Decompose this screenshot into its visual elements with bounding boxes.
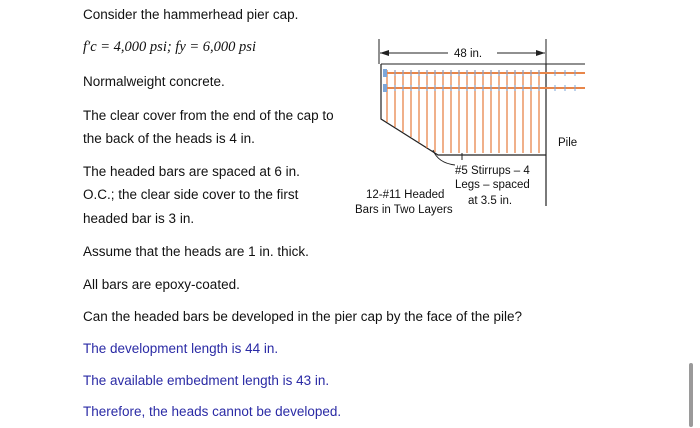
dimension-arrow-right: [536, 50, 545, 56]
stirrup-leader: [433, 150, 455, 165]
epoxy-text: All bars are epoxy-coated.: [83, 277, 240, 292]
pile-label: Pile: [558, 137, 578, 149]
pier-cap-outline: [381, 64, 546, 155]
answer-conclusion: Therefore, the heads cannot be developed.: [83, 404, 342, 419]
heads-text: Assume that the heads are 1 in. thick.: [83, 244, 309, 259]
spacing-text-line2: O.C.; the clear side cover to the first: [83, 187, 299, 202]
bars-label-line2: Bars in Two Layers: [355, 204, 453, 216]
bar-head-bottom: [383, 84, 387, 92]
stirrups-label-line2: Legs – spaced: [455, 179, 530, 191]
stirrups-label-line3: at 3.5 in.: [468, 195, 513, 207]
stirrups-label-line1: #5 Stirrups – 4: [455, 165, 530, 177]
materials-equation: f′c = 4,000 psi; fy = 6,000 psi: [83, 39, 256, 55]
spacing-text-line1: The headed bars are spaced at 6 in.: [83, 164, 300, 179]
dimension-label: 48 in.: [454, 48, 483, 60]
concrete-text: Normalweight concrete.: [83, 74, 225, 89]
dimension-arrow-left: [380, 50, 389, 56]
question-text: Can the headed bars be developed in the pier cap by the face of the pile?: [83, 309, 523, 324]
cover-text-line1: The clear cover from the end of the cap to: [83, 108, 334, 123]
vertical-scrollbar[interactable]: [689, 363, 693, 427]
bars-label-line1: 12-#11 Headed: [366, 189, 445, 201]
bar-head-top: [383, 69, 387, 77]
intro-text: Consider the hammerhead pier cap.: [83, 7, 299, 22]
answer-available-embedment: The available embedment length is 43 in.: [83, 373, 330, 388]
answer-development-length: The development length is 44 in.: [83, 341, 279, 356]
cover-text-line2: the back of the heads is 4 in.: [83, 131, 255, 146]
spacing-text-line3: headed bar is 3 in.: [83, 211, 195, 226]
stirrups: [387, 70, 539, 153]
